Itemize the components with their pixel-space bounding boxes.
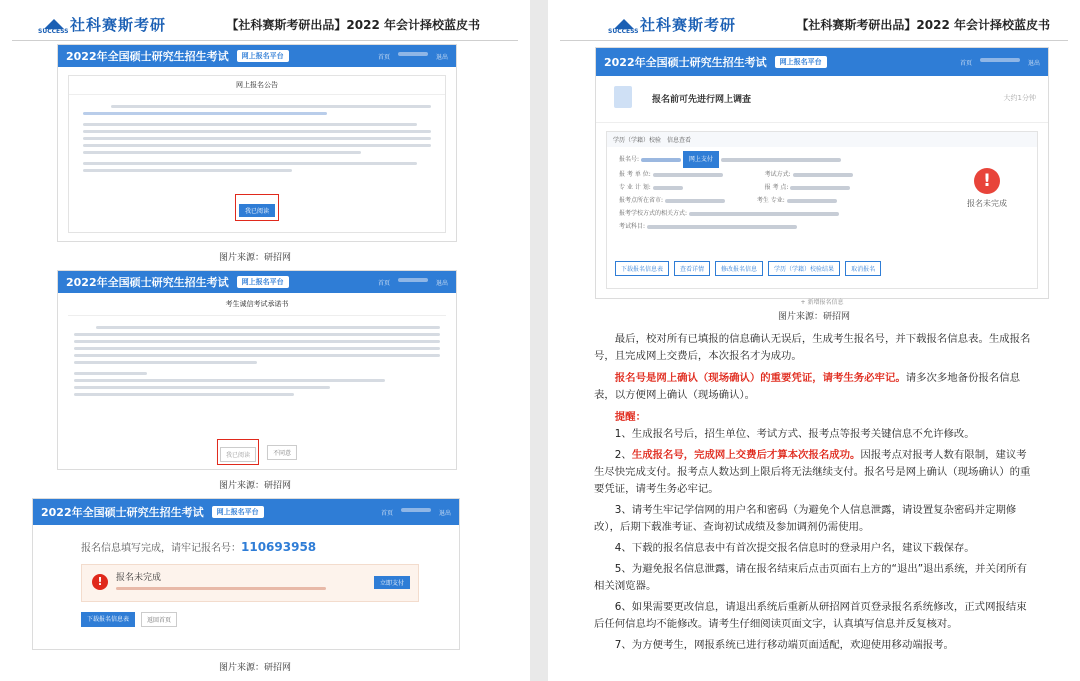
nav-home: 首页 bbox=[959, 59, 972, 67]
caption-1: 图片来源：研招网 bbox=[218, 253, 291, 263]
field-2: 专 业 计 划: bbox=[619, 184, 651, 191]
status-text: 报名未完成 bbox=[967, 199, 1007, 208]
field-7: 考试科目: bbox=[619, 223, 646, 230]
screenshot-reg-status bbox=[595, 47, 1049, 306]
action-cancel[interactable]: 取消报名 bbox=[845, 261, 881, 276]
header-rule bbox=[560, 40, 1068, 41]
paragraph-1: 最后，校对所有已填报的信息确认无误后，生成考生报名号，并下载报名信息表。生成报名号，且完成网上交费后，本次报名才为成功。 bbox=[594, 333, 1031, 362]
platform-tab: 网上报名平台 bbox=[237, 276, 289, 288]
field-1: 考试方式: bbox=[764, 171, 791, 178]
site-topbar bbox=[58, 271, 456, 293]
paragraph-2 bbox=[594, 370, 1034, 404]
paragraph-2-emphasis: 报名号是网上确认（现场确认）的重要凭证，请考生务必牢记。 bbox=[614, 372, 906, 384]
caption-3: 图片来源：研招网 bbox=[218, 663, 291, 673]
logo-text: 社科赛斯考研 bbox=[70, 16, 167, 34]
nav-home: 首页 bbox=[377, 53, 390, 61]
reg-info-card bbox=[606, 131, 1038, 289]
document-title: 【社科赛斯考研出品】2022 年会计择校蓝皮书 bbox=[226, 18, 480, 32]
platform-tab: 网上报名平台 bbox=[775, 56, 827, 68]
system-title: 2022年全国硕士研究生招生考试 bbox=[41, 506, 204, 519]
alert-icon: ! bbox=[92, 574, 108, 590]
survey-doc-icon bbox=[614, 86, 632, 108]
screenshot-reg-done bbox=[32, 498, 460, 650]
system-title: 2022年全国硕士研究生招生考试 bbox=[66, 276, 229, 289]
nav-home: 首页 bbox=[377, 279, 390, 287]
tip-2: 2、生成报名号，完成网上交费后才算本次报名成功。因报考点对报考人数有限制，建议考生尽快完成支付。报考点人数达到上限后将无法继续支付。报名号是网上确认（现场确认）的重要凭证，请考生务必牢记。 bbox=[594, 449, 1031, 495]
status-alert bbox=[81, 564, 419, 602]
page-header bbox=[0, 10, 530, 40]
field-4: 报考点所在省市: bbox=[619, 197, 664, 204]
caption-2: 图片来源：研招网 bbox=[218, 481, 291, 491]
pledge-title: 考生诚信考试承诺书 bbox=[68, 293, 446, 316]
reg-label: 报名号: bbox=[619, 156, 640, 163]
field-5: 考生 专业: bbox=[756, 197, 785, 204]
tip-5: 5、为避免报名信息泄露，请在报名结束后点击页面右上方的“退出”退出系统，并关闭所有相关浏览器。 bbox=[594, 563, 1028, 592]
add-reg-button[interactable]: + 新增报名信息 bbox=[800, 299, 844, 306]
field-0: 报 考 单 位: bbox=[619, 171, 651, 178]
action-download[interactable]: 下载报名信息表 bbox=[615, 261, 669, 276]
notice-confirm-button[interactable]: 我已阅读 bbox=[239, 204, 275, 217]
logo bbox=[38, 14, 167, 35]
action-view[interactable]: 查看详情 bbox=[674, 261, 710, 276]
logo-text: 社科赛斯考研 bbox=[640, 16, 737, 34]
screenshot-pledge bbox=[57, 270, 457, 470]
nav-home: 首页 bbox=[380, 509, 393, 517]
survey-title: 报名前可先进行网上调查 bbox=[652, 95, 752, 105]
tip-heading: 提醒： bbox=[614, 411, 646, 423]
body-text bbox=[594, 331, 1034, 654]
tip-7: 7、为方便考生，网报系统已进行移动端页面适配，欢迎使用移动端报考。 bbox=[614, 639, 954, 651]
pledge-agree-button[interactable]: 我已阅读 bbox=[220, 447, 256, 462]
logo bbox=[608, 14, 737, 35]
paragraph-2-rest: 请多次多地备份报名信息表，以方便网上确认（现场确认）。 bbox=[594, 372, 1021, 401]
nav-exit: 退出 bbox=[435, 279, 448, 287]
notice-title: 网上报名公告 bbox=[69, 76, 445, 95]
platform-tab: 网上报名平台 bbox=[212, 506, 264, 518]
online-pay-button[interactable]: 网上支付 bbox=[683, 151, 719, 168]
tip-2-rest: 因报考点对报考人数有限制，建议考生尽快完成支付。报考点人数达到上限后将无法继续支付。报名号是网上确认（现场确认）的重要凭证，请考生务必牢记。 bbox=[594, 449, 1031, 495]
tag-0[interactable]: 学历（学籍）校验 bbox=[613, 137, 662, 144]
logo-mark-icon: SUCCESS bbox=[612, 17, 636, 33]
tip-4: 4、下载的报名信息表中有首次提交报名信息时的登录用户名，建议下载保存。 bbox=[614, 542, 975, 554]
notice-confirm-highlight bbox=[235, 194, 279, 221]
tip-2-emphasis: 生成报名号，完成网上交费后才算本次报名成功。 bbox=[631, 449, 861, 461]
tag-1[interactable]: 信息查看 bbox=[667, 137, 692, 144]
header-rule bbox=[12, 40, 518, 41]
pay-now-button[interactable]: 立即支付 bbox=[374, 576, 410, 589]
survey-banner[interactable] bbox=[596, 76, 1048, 123]
reg-number: 110693958 bbox=[241, 540, 317, 554]
tip-3: 3、请考生牢记学信网的用户名和密码（为避免个人信息泄露，请设置复杂密码并定期修改），后期下载准考证、查询初试成绩及参加调剂仍需使用。 bbox=[594, 504, 1017, 533]
nav-exit: 退出 bbox=[1027, 59, 1040, 67]
pledge-agree-highlight bbox=[217, 439, 259, 465]
survey-hint: 大约1分钟 bbox=[1003, 94, 1036, 102]
system-title: 2022年全国硕士研究生招生考试 bbox=[66, 50, 229, 63]
field-3: 报 考 点: bbox=[764, 184, 789, 191]
site-topbar bbox=[596, 48, 1048, 76]
document-title: 【社科赛斯考研出品】2022 年会计择校蓝皮书 bbox=[796, 18, 1050, 32]
download-form-button[interactable]: 下载报名信息表 bbox=[81, 612, 135, 627]
reg-done-text: 报名信息填写完成，请牢记报名号： bbox=[81, 543, 241, 554]
caption-4: 图片来源：研招网 bbox=[777, 312, 850, 322]
logo-mark-icon: SUCCESS bbox=[42, 17, 66, 33]
site-topbar bbox=[58, 45, 456, 67]
nav-exit: 退出 bbox=[435, 53, 448, 61]
nav-exit: 退出 bbox=[438, 509, 451, 517]
tip-6: 6、如果需要更改信息，请退出系统后重新从研招网首页登录报名系统修改，正式网报结束后任何信息均不能修改。请考生仔细阅读页面文字，认真填写信息并反复核对。 bbox=[594, 601, 1027, 630]
system-title: 2022年全国硕士研究生招生考试 bbox=[604, 56, 767, 69]
tip-1: 1、生成报名号后，招生单位、考试方式、报考点等报考关键信息不允许修改。 bbox=[614, 428, 975, 440]
platform-tab: 网上报名平台 bbox=[237, 50, 289, 62]
page-header bbox=[548, 10, 1080, 40]
back-home-button[interactable]: 返回首页 bbox=[141, 612, 177, 627]
document-page-left bbox=[0, 0, 530, 681]
site-topbar bbox=[33, 499, 459, 525]
status-alert-icon: ! bbox=[974, 168, 1000, 194]
screenshot-notice bbox=[57, 44, 457, 242]
field-6: 报考学校方式的相关方式: bbox=[619, 210, 688, 217]
action-edit[interactable]: 修改报名信息 bbox=[715, 261, 763, 276]
action-verify[interactable]: 学历（学籍）校验结果 bbox=[768, 261, 840, 276]
pledge-disagree-button[interactable]: 不同意 bbox=[267, 445, 297, 460]
document-page-right bbox=[548, 0, 1080, 681]
status-title: 报名未完成 bbox=[116, 573, 162, 583]
